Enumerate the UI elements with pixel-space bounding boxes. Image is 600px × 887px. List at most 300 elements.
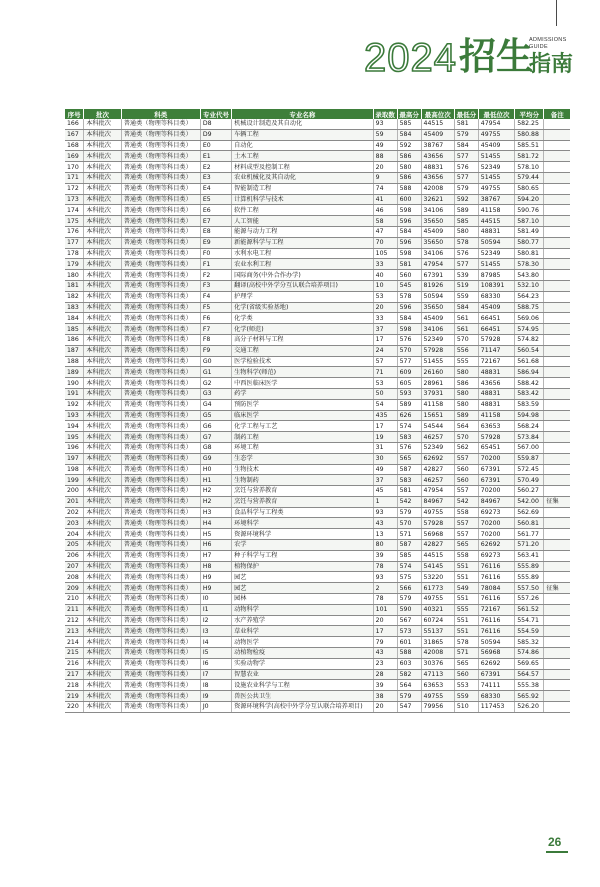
table-cell: 596 (397, 237, 421, 248)
table-cell: 1 (373, 496, 397, 507)
table-cell: 资源环境科学 (232, 529, 374, 540)
table-cell: 188 (65, 356, 84, 367)
table-cell: 568.24 (515, 421, 544, 432)
table-cell: H1 (200, 475, 231, 486)
table-cell: 药学 (232, 388, 374, 399)
table-cell (544, 129, 570, 140)
table-cell: 42827 (421, 540, 454, 551)
table-cell (544, 518, 570, 529)
header-admissions-text: ADMISSIONS (529, 37, 567, 43)
table-cell: 201 (65, 496, 84, 507)
table-cell: 水产养殖学 (232, 615, 374, 626)
table-cell: 582.25 (515, 119, 544, 129)
table-cell: 185 (65, 324, 84, 335)
table-cell: 580 (454, 367, 478, 378)
table-cell: 本科批次 (84, 270, 121, 281)
table-cell: 84967 (421, 496, 454, 507)
table-cell: 209 (65, 583, 84, 594)
table-cell: G3 (200, 388, 231, 399)
table-cell: 52349 (478, 248, 514, 259)
table-row (65, 280, 570, 291)
table-row (65, 529, 570, 540)
table-cell: 576 (454, 162, 478, 173)
table-cell: 539 (454, 270, 478, 281)
table-cell: 588.75 (515, 302, 544, 313)
table-cell: 普通类（物理等科目类） (121, 486, 200, 497)
table-cell: 580 (454, 226, 478, 237)
table-cell: 31 (373, 442, 397, 453)
table-cell: 化学(省级实验基地) (232, 302, 374, 313)
table-cell: 57928 (478, 432, 514, 443)
table-cell: G0 (200, 356, 231, 367)
table-cell: 559 (454, 291, 478, 302)
table-row (65, 702, 570, 713)
table-cell: 48831 (421, 162, 454, 173)
table-cell: 78084 (478, 583, 514, 594)
table-cell: 17 (373, 421, 397, 432)
table-cell: 49755 (478, 129, 514, 140)
table-cell: 202 (65, 507, 84, 518)
column-header: 最低位次 (478, 109, 514, 119)
table-cell: 45 (373, 486, 397, 497)
table-cell: I6 (200, 658, 231, 669)
table-cell (544, 237, 570, 248)
table-row (65, 453, 570, 464)
table-cell: 48831 (478, 399, 514, 410)
table-cell: 47 (373, 226, 397, 237)
table-body (65, 119, 570, 712)
table-cell (544, 248, 570, 259)
table-row (65, 324, 570, 335)
table-cell: 216 (65, 658, 84, 669)
table-cell: 586.94 (515, 367, 544, 378)
table-cell: 576 (397, 442, 421, 453)
table-cell: 208 (65, 572, 84, 583)
table-cell: 农学 (232, 540, 374, 551)
column-header: 序号 (65, 109, 84, 119)
table-cell: 79956 (421, 702, 454, 713)
table-cell: 普通类（物理等科目类） (121, 669, 200, 680)
table-cell: 环境科学 (232, 518, 374, 529)
table-cell: 实验动物学 (232, 658, 374, 669)
table-cell (544, 561, 570, 572)
table-cell: 本科批次 (84, 615, 121, 626)
table-cell: 草业科学 (232, 626, 374, 637)
table-cell: 66451 (478, 313, 514, 324)
table-cell: 普通类（物理等科目类） (121, 378, 200, 389)
table-cell: 220 (65, 702, 84, 713)
table-cell (544, 302, 570, 313)
table-cell: 584 (454, 302, 478, 313)
table-cell: 211 (65, 604, 84, 615)
table-row (65, 442, 570, 453)
table-cell (544, 172, 570, 183)
table-cell: 564.57 (515, 669, 544, 680)
table-cell: 593 (397, 388, 421, 399)
table-cell: 67391 (478, 464, 514, 475)
table-cell: 567 (397, 615, 421, 626)
table-cell: 本科批次 (84, 496, 121, 507)
table-cell: 生态学 (232, 453, 374, 464)
table-row (65, 216, 570, 227)
table-cell: 569.65 (515, 658, 544, 669)
table-cell: 普通类（物理等科目类） (121, 432, 200, 443)
table-cell: 76116 (478, 561, 514, 572)
table-cell: 普通类（物理等科目类） (121, 162, 200, 173)
table-cell: 水利水电工程 (232, 248, 374, 259)
table-cell: 38767 (421, 140, 454, 151)
table-cell: 普通类（物理等科目类） (121, 205, 200, 216)
table-cell: 587.10 (515, 216, 544, 227)
table-cell: 585.32 (515, 637, 544, 648)
table-cell: 预防医学 (232, 399, 374, 410)
table-cell: 71 (373, 367, 397, 378)
table-cell: I9 (200, 691, 231, 702)
table-cell: 596 (397, 216, 421, 227)
table-cell: 植物保护 (232, 561, 374, 572)
table-cell: 570 (454, 432, 478, 443)
table-cell: 17 (373, 334, 397, 345)
table-cell: 本科批次 (84, 561, 121, 572)
table-cell: G1 (200, 367, 231, 378)
table-cell (544, 324, 570, 335)
table-cell: 本科批次 (84, 345, 121, 356)
table-cell: 585 (397, 119, 421, 129)
table-cell: 78 (373, 561, 397, 572)
table-cell: 15651 (421, 410, 454, 421)
table-cell: 52349 (421, 334, 454, 345)
table-cell: 66451 (478, 324, 514, 335)
table-cell: 76116 (478, 594, 514, 605)
table-cell: 581 (454, 119, 478, 129)
table-cell: 519 (454, 280, 478, 291)
table-cell: 579 (454, 183, 478, 194)
table-cell: 583 (397, 432, 421, 443)
table-row (65, 669, 570, 680)
header-title: 招生 (459, 35, 533, 78)
table-cell: F6 (200, 313, 231, 324)
table-cell: 584 (397, 313, 421, 324)
table-cell: 80 (373, 540, 397, 551)
table-row (65, 518, 570, 529)
table-cell: 561.68 (515, 356, 544, 367)
table-cell: 烹饪与营养教育 (232, 486, 374, 497)
table-cell: 本科批次 (84, 453, 121, 464)
table-cell: 65451 (478, 442, 514, 453)
table-row (65, 151, 570, 162)
table-cell: 69273 (478, 550, 514, 561)
table-cell (544, 399, 570, 410)
table-cell: 普通类（物理等科目类） (121, 183, 200, 194)
table-cell: 589 (454, 205, 478, 216)
table-cell: E8 (200, 226, 231, 237)
table-cell: 征集 (544, 583, 570, 594)
table-cell: 49 (373, 464, 397, 475)
table-cell: 584 (397, 129, 421, 140)
table-cell: 594.20 (515, 194, 544, 205)
table-cell: 本科批次 (84, 172, 121, 183)
table-cell: 20 (373, 615, 397, 626)
table-cell (544, 313, 570, 324)
table-cell: 普通类（物理等科目类） (121, 356, 200, 367)
table-cell: 本科批次 (84, 388, 121, 399)
table-row (65, 432, 570, 443)
table-cell: 57 (373, 356, 397, 367)
table-cell: 583.42 (515, 388, 544, 399)
table-cell: 207 (65, 561, 84, 572)
table-cell: 园艺 (232, 572, 374, 583)
table-cell (544, 540, 570, 551)
table-cell: 53220 (421, 572, 454, 583)
table-cell: 63653 (478, 421, 514, 432)
table-cell: 45409 (421, 313, 454, 324)
table-cell: 578.30 (515, 259, 544, 270)
table-cell (544, 691, 570, 702)
table-cell: 574.86 (515, 648, 544, 659)
table-cell: F2 (200, 270, 231, 281)
table-cell: 普通类（物理等科目类） (121, 302, 200, 313)
table-cell: 74 (373, 183, 397, 194)
table-cell: 50594 (421, 291, 454, 302)
table-cell: 54544 (421, 421, 454, 432)
table-row (65, 680, 570, 691)
table-cell: 本科批次 (84, 302, 121, 313)
table-cell: 化学类 (232, 313, 374, 324)
table-cell: 普通类（物理等科目类） (121, 237, 200, 248)
table-row (65, 648, 570, 659)
table-row (65, 259, 570, 270)
table-cell: 普通类（物理等科目类） (121, 680, 200, 691)
table-cell: 普通类（物理等科目类） (121, 583, 200, 594)
table-cell: 215 (65, 648, 84, 659)
table-cell: 577 (454, 151, 478, 162)
table-cell: G8 (200, 442, 231, 453)
table-cell: 181 (65, 280, 84, 291)
table-cell: 本科批次 (84, 572, 121, 583)
table-cell: 33 (373, 259, 397, 270)
table-cell: 智慧农业 (232, 669, 374, 680)
table-cell: 9 (373, 172, 397, 183)
table-cell: 72167 (478, 604, 514, 615)
table-cell: 557 (454, 518, 478, 529)
header-subtitle: 指南 (529, 52, 574, 77)
table-row (65, 496, 570, 507)
table-cell: 560.27 (515, 486, 544, 497)
table-cell: E9 (200, 237, 231, 248)
table-cell: 59 (373, 129, 397, 140)
table-cell: 62692 (421, 453, 454, 464)
table-cell: 603 (397, 658, 421, 669)
table-cell: 560.81 (515, 518, 544, 529)
table-cell: 580.65 (515, 183, 544, 194)
table-cell: 187 (65, 345, 84, 356)
table-cell: 种子科学与工程 (232, 550, 374, 561)
table-cell: 601 (397, 637, 421, 648)
table-cell: 84967 (478, 496, 514, 507)
column-header: 最高分 (397, 109, 421, 119)
table-cell: 169 (65, 151, 84, 162)
table-row (65, 561, 570, 572)
table-cell: 47954 (421, 259, 454, 270)
table-cell: H9 (200, 572, 231, 583)
table-cell: 普通类（物理等科目类） (121, 119, 200, 129)
table-cell: 普通类（物理等科目类） (121, 637, 200, 648)
table-cell: 182 (65, 291, 84, 302)
table-cell: 179 (65, 259, 84, 270)
table-cell: 10 (373, 280, 397, 291)
table-cell: F9 (200, 345, 231, 356)
table-cell: 42008 (421, 183, 454, 194)
table-row (65, 583, 570, 594)
table-cell: 590.76 (515, 205, 544, 216)
table-cell: 561 (454, 313, 478, 324)
table-row (65, 486, 570, 497)
table-row (65, 475, 570, 486)
table-cell: 普通类（物理等科目类） (121, 615, 200, 626)
table-cell: 本科批次 (84, 702, 121, 713)
table-cell: 598 (397, 205, 421, 216)
table-cell: 560 (454, 475, 478, 486)
table-cell: 551 (454, 594, 478, 605)
table-cell: 587 (397, 464, 421, 475)
column-header: 最高位次 (421, 109, 454, 119)
table-cell (544, 594, 570, 605)
table-cell: 585 (397, 550, 421, 561)
table-cell: 570 (397, 518, 421, 529)
table-cell: 592 (454, 194, 478, 205)
table-cell: 580.77 (515, 237, 544, 248)
table-cell: 软件工程 (232, 205, 374, 216)
table-cell: 35650 (421, 302, 454, 313)
table-cell: 普通类（物理等科目类） (121, 658, 200, 669)
table-cell: 586 (454, 378, 478, 389)
table-cell: 56968 (421, 529, 454, 540)
table-cell: 2 (373, 583, 397, 594)
table-cell: 42008 (421, 648, 454, 659)
table-cell: 资源环境科学(高校中外学分互认联合培养项目) (232, 702, 374, 713)
table-cell (544, 151, 570, 162)
table-row (65, 399, 570, 410)
table-cell: 579.44 (515, 172, 544, 183)
table-cell: 572.45 (515, 464, 544, 475)
table-cell: 本科批次 (84, 334, 121, 345)
table-cell (544, 442, 570, 453)
table-cell: 24 (373, 345, 397, 356)
table-cell: I7 (200, 669, 231, 680)
table-cell (544, 669, 570, 680)
table-cell: 普通类（物理等科目类） (121, 151, 200, 162)
table-cell: 556 (454, 345, 478, 356)
table-cell: 本科批次 (84, 421, 121, 432)
table-cell: 76116 (478, 626, 514, 637)
table-cell: F8 (200, 334, 231, 345)
table-cell: 50594 (478, 237, 514, 248)
column-header: 专业代号 (200, 109, 231, 119)
table-cell: 557 (454, 529, 478, 540)
table-cell: 583 (397, 475, 421, 486)
table-cell: 88 (373, 151, 397, 162)
table-cell: 575 (397, 572, 421, 583)
table-cell: 51455 (478, 172, 514, 183)
table-cell: 44515 (421, 119, 454, 129)
table-cell: 护理学 (232, 291, 374, 302)
table-row (65, 464, 570, 475)
table-cell: 566 (397, 583, 421, 594)
table-cell: 动物科学 (232, 604, 374, 615)
table-cell: 35650 (421, 216, 454, 227)
table-cell: 588 (397, 648, 421, 659)
table-row (65, 421, 570, 432)
column-header: 备注 (544, 109, 570, 119)
table-cell: 翻译(高校中外学分互认联合培养项目) (232, 280, 374, 291)
table-cell: 559.87 (515, 453, 544, 464)
table-cell: 普通类（物理等科目类） (121, 594, 200, 605)
table-cell: 普通类（物理等科目类） (121, 194, 200, 205)
table-cell (544, 529, 570, 540)
table-cell: 532.10 (515, 280, 544, 291)
table-cell: 39 (373, 550, 397, 561)
table-cell: 56968 (478, 648, 514, 659)
table-cell: 44515 (421, 550, 454, 561)
table-cell: 63653 (421, 680, 454, 691)
table-cell: 557 (454, 486, 478, 497)
table-cell: 48831 (478, 367, 514, 378)
table-cell: 192 (65, 399, 84, 410)
table-cell: 本科批次 (84, 313, 121, 324)
table-cell: 551 (454, 626, 478, 637)
table-cell: 581 (397, 259, 421, 270)
table-cell: E5 (200, 194, 231, 205)
table-cell: 579 (397, 507, 421, 518)
table-cell: 194 (65, 421, 84, 432)
table-cell: 570 (454, 334, 478, 345)
table-cell: 57928 (478, 334, 514, 345)
table-cell: 41158 (478, 410, 514, 421)
table-cell: E1 (200, 151, 231, 162)
table-cell: 37 (373, 324, 397, 335)
table-cell: 制药工程 (232, 432, 374, 443)
table-cell: 569.06 (515, 313, 544, 324)
table-cell (544, 345, 570, 356)
table-cell: 本科批次 (84, 129, 121, 140)
table-cell: 本科批次 (84, 475, 121, 486)
table-cell: 168 (65, 140, 84, 151)
table-row (65, 291, 570, 302)
table-cell (544, 378, 570, 389)
table-cell: 医学检验技术 (232, 356, 374, 367)
table-cell (544, 367, 570, 378)
table-cell: 普通类（物理等科目类） (121, 140, 200, 151)
table-cell: 193 (65, 410, 84, 421)
table-cell: 本科批次 (84, 280, 121, 291)
table-cell: 172 (65, 183, 84, 194)
table-cell: 577 (397, 356, 421, 367)
table-cell: 580 (397, 162, 421, 173)
table-cell: G2 (200, 378, 231, 389)
table-row (65, 172, 570, 183)
table-cell: 普通类（物理等科目类） (121, 172, 200, 183)
table-cell: 51455 (478, 151, 514, 162)
table-cell: 本科批次 (84, 464, 121, 475)
table-cell: 600 (397, 194, 421, 205)
table-cell: 578 (397, 291, 421, 302)
table-row (65, 594, 570, 605)
table-cell: 166 (65, 119, 84, 129)
table-cell: 78 (373, 594, 397, 605)
table-cell: 本科批次 (84, 140, 121, 151)
table-cell: 588 (397, 183, 421, 194)
table-cell: 195 (65, 432, 84, 443)
